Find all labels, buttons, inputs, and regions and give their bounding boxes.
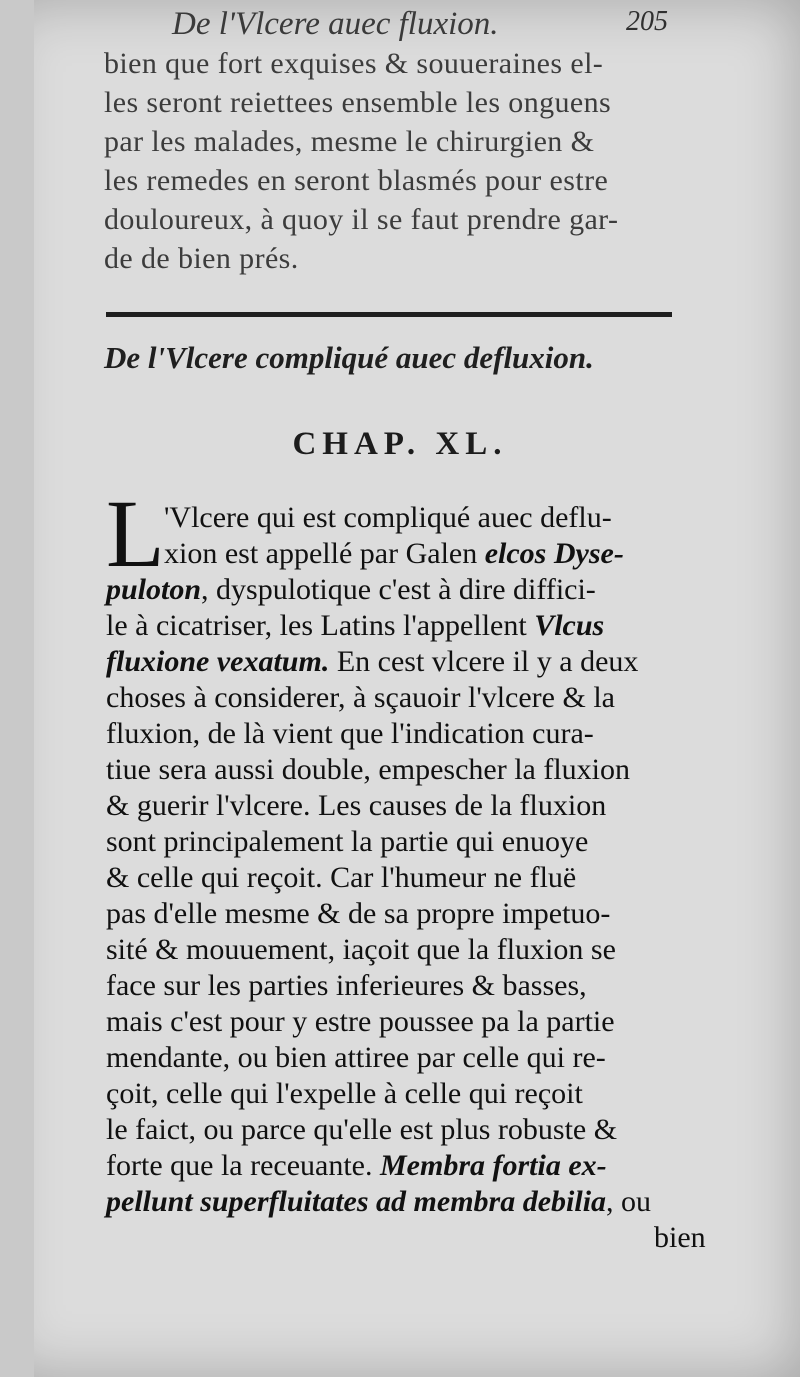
text-line <box>164 500 612 536</box>
text-line: bien que fort exquises & souueraines el- <box>104 47 604 80</box>
latin-term: puloton <box>106 573 202 606</box>
text-run: , dyspulotique c'est à dire diffici- <box>201 573 596 606</box>
text-line <box>164 536 624 572</box>
text-line: les seront reiettees ensemble les onguens <box>104 86 612 119</box>
text-line: de de bien prés. <box>104 242 299 275</box>
text-run: pas d'elle mesme & de sa propre impetuo- <box>106 897 611 930</box>
text-line <box>106 644 638 680</box>
text-run: En cest vlcere il y a deux <box>329 645 639 678</box>
text-run: xion est appellé par Galen <box>164 537 485 570</box>
text-run: tiue sera aussi double, empescher la fluxion <box>106 753 631 786</box>
text-line: les remedes en seront blasmés pour estre <box>104 164 609 197</box>
text-run: , ou <box>606 1185 652 1218</box>
text-run: çoit, celle qui l'expelle à celle qui reçoit <box>106 1077 583 1110</box>
text-run: sité & mouuement, iaçoit que la fluxion se <box>106 933 616 966</box>
latin-term: elcos Dyse- <box>484 537 624 570</box>
latin-term: Membra fortia ex- <box>380 1149 607 1182</box>
text-run: le faict, ou parce qu'elle est plus robuste & <box>106 1113 618 1146</box>
chapter-title: De l'Vlcere compliqué auec defluxion. <box>104 340 594 375</box>
text-run: mais c'est pour y estre poussee pa la partie <box>106 1005 615 1038</box>
text-run: & guerir l'vlcere. Les causes de la fluxion <box>106 789 607 822</box>
text-line <box>106 824 588 860</box>
text-run: 'Vlcere qui est compliqué auec deflu- <box>164 501 612 534</box>
text-run: bien <box>654 1221 706 1254</box>
previous-chapter-text <box>104 44 684 278</box>
page-number: 205 <box>626 6 668 37</box>
text-line <box>106 1148 607 1184</box>
latin-term: pellunt superfluitates ad membra debilia <box>106 1185 607 1218</box>
text-line <box>106 1184 651 1220</box>
text-run: mendante, ou bien attiree par celle qui re- <box>106 1041 606 1074</box>
text-line <box>654 1220 706 1256</box>
text-line <box>106 932 616 968</box>
drop-cap: L <box>106 480 165 587</box>
text-line <box>106 788 606 824</box>
text-run: sont principalement la partie qui enuoye <box>106 825 589 858</box>
text-line <box>106 968 587 1004</box>
page-edge <box>0 0 34 1377</box>
text-run: le à cicatriser, les Latins l'appellent <box>106 609 535 642</box>
running-head <box>0 2 800 42</box>
text-line: douloureux, à quoy il se faut prendre gar- <box>104 203 619 236</box>
text-run: & celle qui reçoit. Car l'humeur ne fluë <box>106 861 577 894</box>
chapter-number: CHAP. XL. <box>292 426 508 462</box>
text-run: choses à considerer, à sçauoir l'vlcere & la <box>106 681 615 714</box>
text-run: face sur les parties inferieures & basses, <box>106 969 587 1002</box>
latin-term: fluxione vexatum. <box>106 645 330 678</box>
text-line <box>106 608 604 644</box>
text-run: fluxion, de là vient que l'indication cura- <box>106 717 594 750</box>
running-head-title: De l'Vlcere auec fluxion. <box>172 6 499 42</box>
text-line: par les malades, mesme le chirurgien & <box>104 125 595 158</box>
text-line <box>106 860 576 896</box>
text-line <box>106 896 610 932</box>
text-run: forte que la receuante. <box>106 1149 380 1182</box>
latin-term: Vlcus <box>534 609 605 642</box>
text-line <box>106 1040 606 1076</box>
text-line <box>106 1112 617 1148</box>
text-line <box>106 716 594 752</box>
text-line <box>106 1004 615 1040</box>
section-rule <box>106 312 672 317</box>
text-line <box>106 1076 583 1112</box>
text-line <box>106 680 615 716</box>
text-line <box>106 572 596 608</box>
text-line <box>106 752 630 788</box>
